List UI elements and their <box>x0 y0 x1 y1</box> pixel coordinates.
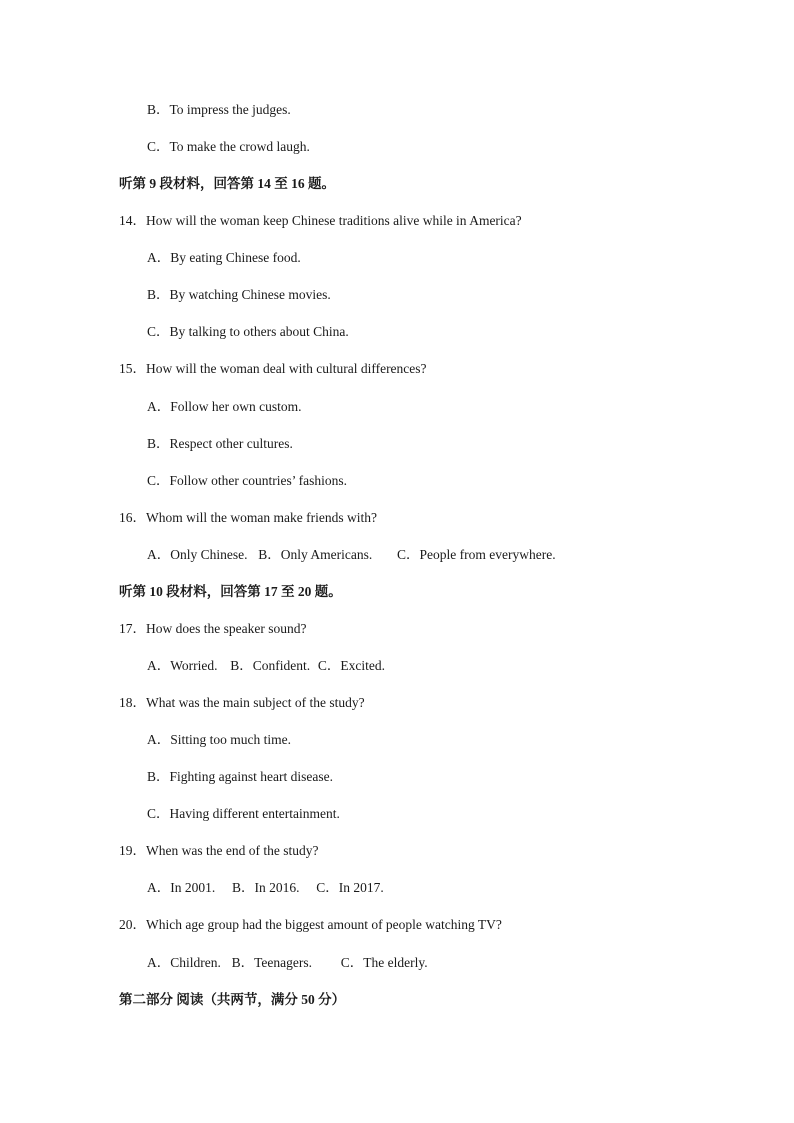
option-c: C．People from everywhere. <box>397 547 556 562</box>
option-b: B．Teenagers. <box>231 955 313 970</box>
options-row <box>147 546 556 564</box>
options-row <box>147 954 428 972</box>
option-c: C．To make the crowd laugh. <box>147 139 310 154</box>
option-a: A．By eating Chinese food. <box>147 250 301 265</box>
question-18: 18．What was the main subject of the study? <box>119 695 365 710</box>
option-b: B．Only Americans. <box>258 547 373 562</box>
question-17: 17．How does the speaker sound? <box>119 621 307 636</box>
option-c: C．Excited. <box>317 658 386 673</box>
options-row <box>147 879 384 897</box>
option-a: A．Children. <box>147 955 221 970</box>
part-heading: 第二部分 阅读（共两节，满分 50 分） <box>119 992 346 1007</box>
option-a: A．Worried. <box>147 658 218 673</box>
options-row <box>147 657 385 675</box>
question-14: 14．How will the woman keep Chinese traditions alive while in America? <box>119 213 522 228</box>
section-heading: 听第 10 段材料，回答第 17 至 20 题。 <box>119 584 342 599</box>
question-16: 16．Whom will the woman make friends with? <box>119 510 377 525</box>
option-b: B．Respect other cultures. <box>147 436 293 451</box>
option-a: A．Sitting too much time. <box>147 732 291 747</box>
option-a: A．In 2001. <box>147 880 216 895</box>
option-b: B．Confident. <box>230 658 311 673</box>
section-heading: 听第 9 段材料，回答第 14 至 16 题。 <box>119 176 335 191</box>
question-20: 20．Which age group had the biggest amount of people watching TV? <box>119 917 502 932</box>
question-19: 19．When was the end of the study? <box>119 843 319 858</box>
option-c: C．Follow other countries’ fashions. <box>147 473 347 488</box>
option-c: C．By talking to others about China. <box>147 324 349 339</box>
option-b: B．By watching Chinese movies. <box>147 287 331 302</box>
option-b: B．Fighting against heart disease. <box>147 769 333 784</box>
option-c: C．Having different entertainment. <box>147 806 340 821</box>
option-b: B．To impress the judges. <box>147 102 291 117</box>
option-c: C．In 2017. <box>316 880 384 895</box>
option-c: C．The elderly. <box>340 955 428 970</box>
option-a: A．Follow her own custom. <box>147 399 302 414</box>
option-a: A．Only Chinese. <box>147 547 248 562</box>
option-b: B．In 2016. <box>232 880 300 895</box>
question-15: 15．How will the woman deal with cultural differences? <box>119 361 427 376</box>
